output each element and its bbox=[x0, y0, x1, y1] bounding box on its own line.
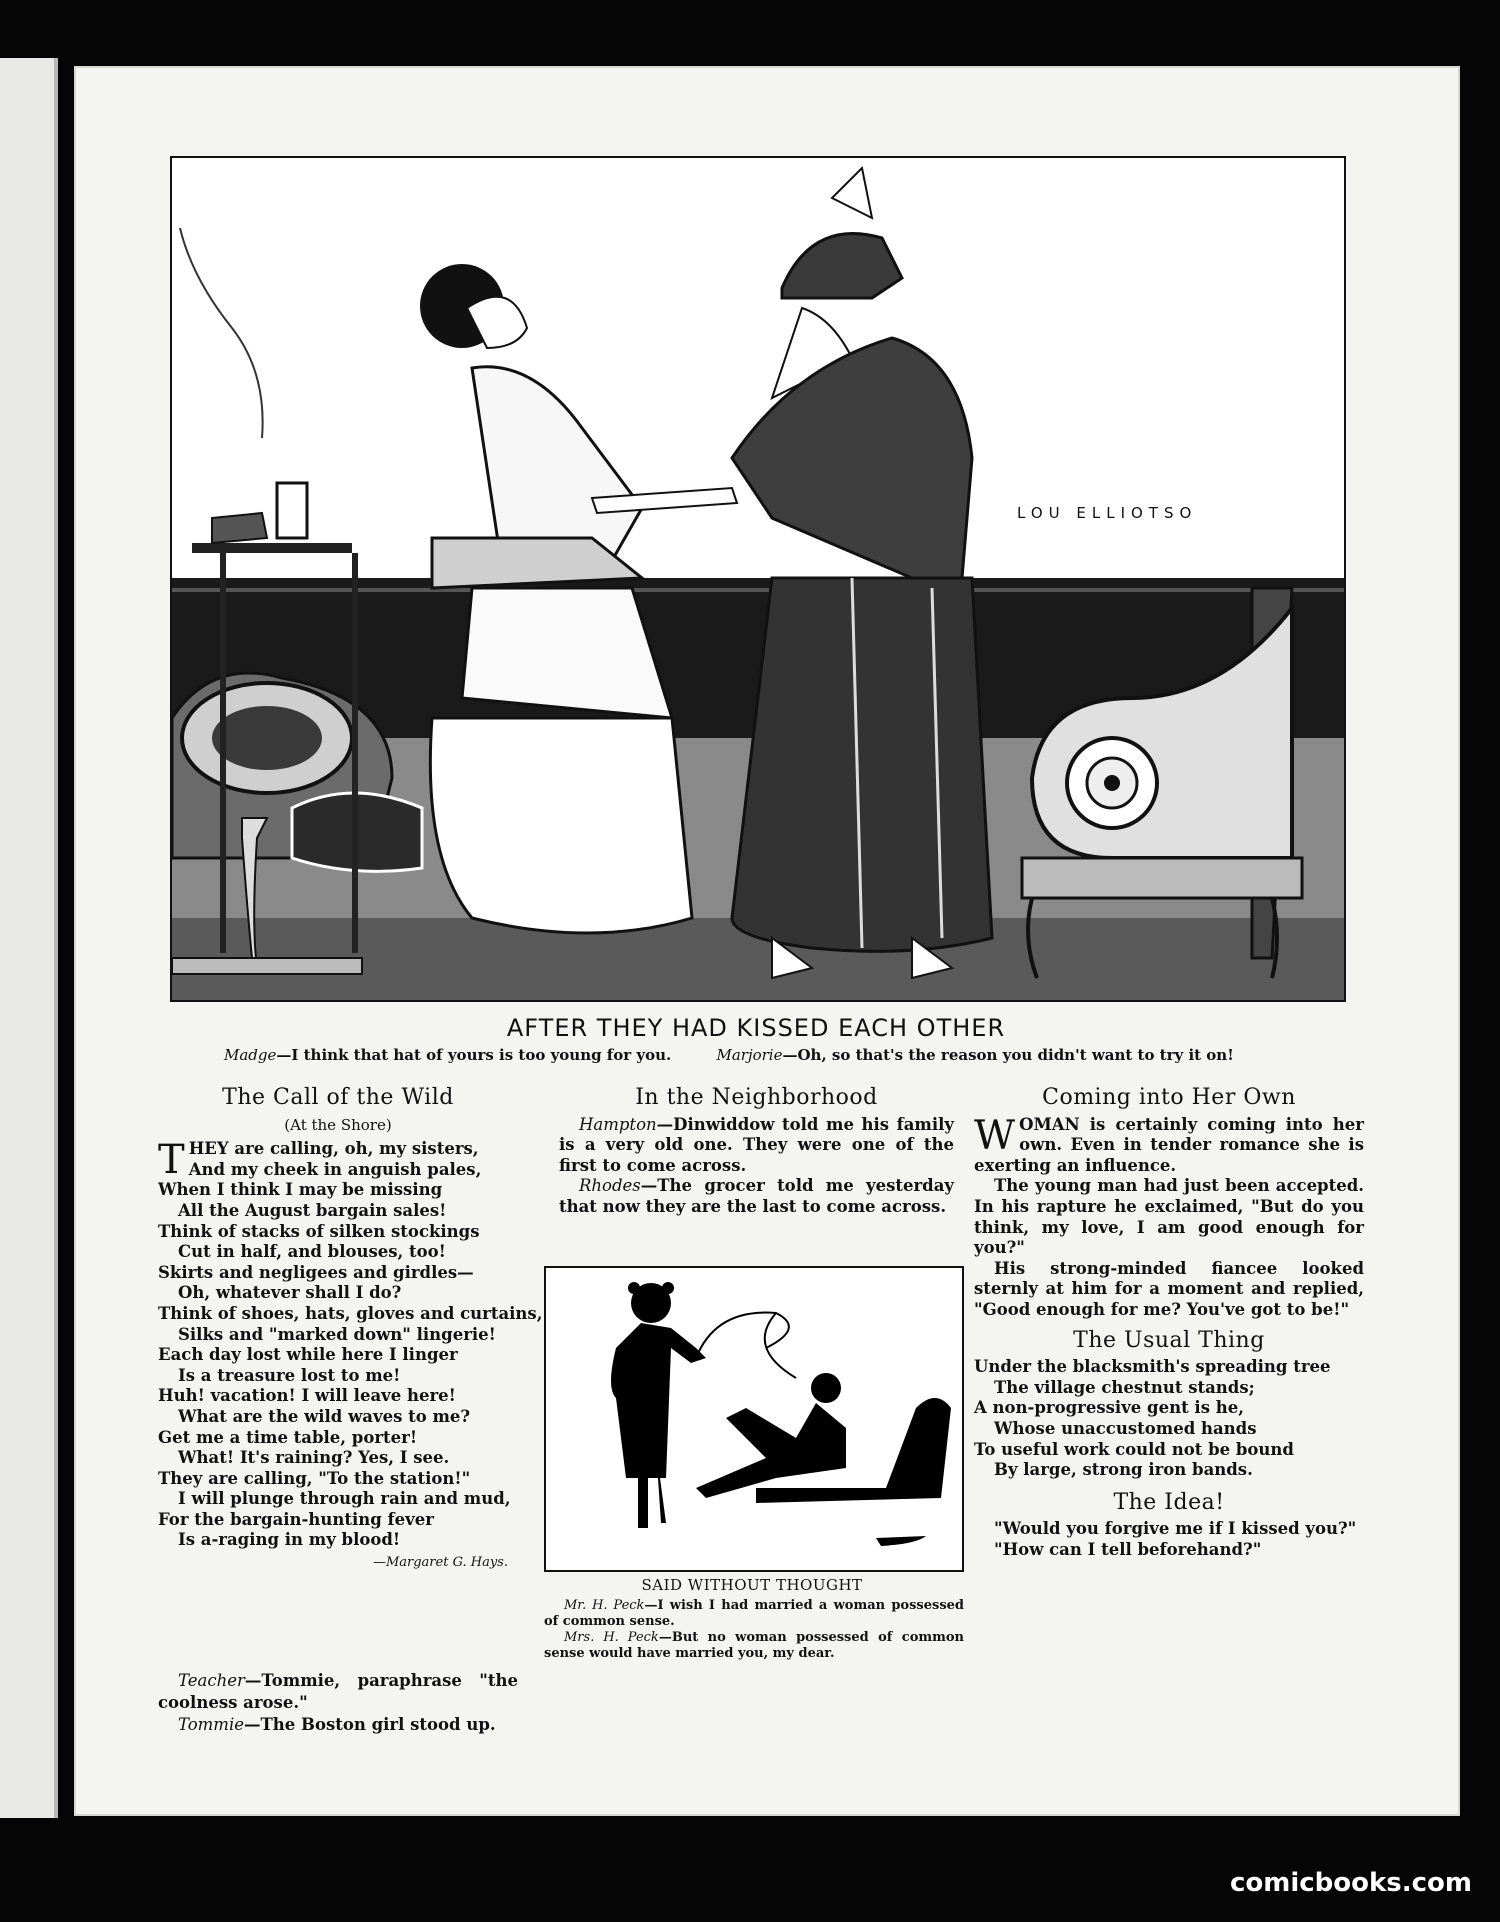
heading-call-of-the-wild: The Call of the Wild bbox=[222, 1085, 454, 1110]
heading-the-usual-thing: The Usual Thing bbox=[1073, 1327, 1265, 1353]
speaker-mr-peck: Mr. H. Peck bbox=[564, 1598, 645, 1613]
speaker-marjorie: Marjorie bbox=[716, 1046, 783, 1064]
poem-line: To useful work could not be bound bbox=[974, 1439, 1294, 1459]
idea-question: "Would you forgive me if I kissed you?" bbox=[994, 1519, 1357, 1539]
artist-signature: LOU ELLIOTSO bbox=[1017, 504, 1198, 522]
woman-paragraph: OMAN is certainly coming into her own. Even in tender romance she is exerting an influence. bbox=[974, 1114, 1364, 1175]
poem-line: Is a treasure lost to me! bbox=[178, 1365, 401, 1385]
poem-usual-thing bbox=[974, 1357, 1364, 1481]
poem-line: Huh! vacation! I will leave here! bbox=[158, 1386, 456, 1406]
idea-answer: "How can I tell beforehand?" bbox=[994, 1539, 1262, 1559]
poem-call-of-the-wild bbox=[158, 1137, 543, 1551]
hampton-line: —Dinwiddow told me his family is a very old one. They were one of the first to come across. bbox=[559, 1114, 954, 1175]
drop-cap-w: W bbox=[974, 1112, 1016, 1159]
poem-line: Each day lost while here I linger bbox=[158, 1345, 458, 1365]
subheading-at-the-shore: (At the Shore) bbox=[284, 1115, 392, 1134]
young-man-paragraph: The young man had just been accepted. In his rapture he exclaimed, "But do you think, my love, I am good enough for you?" bbox=[974, 1176, 1364, 1258]
poem-line: Whose unaccustomed hands bbox=[994, 1418, 1257, 1438]
column-coming-into-her-own bbox=[974, 1085, 1364, 1560]
fiancee-paragraph: His strong-minded fiancee looked sternly at him for a moment and replied, "Good enough for me? You've got to be!" bbox=[974, 1258, 1364, 1319]
poem-line: Think of shoes, hats, gloves and curtains, bbox=[158, 1303, 543, 1323]
poem-line: What are the wild waves to me? bbox=[178, 1406, 471, 1426]
poem-line: I will plunge through rain and mud, bbox=[178, 1489, 511, 1509]
speaker-rhodes: Rhodes bbox=[579, 1176, 641, 1196]
two-women-drawing bbox=[172, 158, 1344, 1000]
book-spine bbox=[54, 58, 58, 1818]
speaker-hampton: Hampton bbox=[579, 1114, 657, 1134]
poem-line: And my cheek in anguish pales, bbox=[188, 1159, 482, 1179]
poem-signature: —Margaret G. Hays. bbox=[372, 1555, 508, 1571]
silhouette-couple-drawing bbox=[546, 1268, 962, 1570]
teacher-line: —Tommie, paraphrase "the coolness arose." bbox=[158, 1671, 518, 1712]
drop-cap: T bbox=[158, 1137, 185, 1184]
facing-page-edge bbox=[0, 58, 58, 1818]
poem-line: What! It's raining? Yes, I see. bbox=[178, 1448, 450, 1468]
poem-line: Cut in half, and blouses, too! bbox=[178, 1242, 446, 1262]
heading-coming-into-her-own: Coming into Her Own bbox=[1042, 1085, 1296, 1110]
silhouette-illustration bbox=[544, 1266, 964, 1572]
poem-line: Silks and "marked down" lingerie! bbox=[178, 1324, 496, 1344]
poem-line: When I think I may be missing bbox=[158, 1180, 443, 1200]
speaker-teacher: Teacher bbox=[178, 1671, 245, 1690]
silhouette-dialog bbox=[544, 1598, 964, 1662]
column-neighborhood bbox=[559, 1085, 954, 1218]
poem-line: They are calling, "To the station!" bbox=[158, 1468, 471, 1488]
madge-line: I think that hat of yours is too young for you. bbox=[291, 1046, 672, 1064]
poem-line: Oh, whatever shall I do? bbox=[178, 1283, 402, 1303]
speaker-tommie: Tommie bbox=[178, 1715, 244, 1734]
mr-peck-line: —I wish I had married a woman possessed of common sense. bbox=[544, 1598, 964, 1629]
tommie-line: —The Boston girl stood up. bbox=[244, 1715, 496, 1734]
poem-line: The village chestnut stands; bbox=[994, 1377, 1255, 1397]
poem-line: By large, strong iron bands. bbox=[994, 1460, 1253, 1480]
poem-line: Skirts and negligees and girdles— bbox=[158, 1262, 474, 1282]
heading-the-idea: The Idea! bbox=[1113, 1489, 1225, 1515]
marjorie-line: Oh, so that's the reason you didn't want to try it on! bbox=[797, 1046, 1234, 1064]
cartoon-title: AFTER THEY HAD KISSED EACH OTHER bbox=[506, 1014, 1006, 1042]
mrs-peck-line: —But no woman possessed of common sense would have married you, my dear. bbox=[544, 1630, 965, 1661]
speaker-mrs-peck: Mrs. H. Peck bbox=[564, 1630, 659, 1645]
speaker-madge: Madge bbox=[224, 1046, 277, 1064]
poem-line: A non-progressive gent is he, bbox=[974, 1398, 1244, 1418]
cartoon-dialog: Madge—I think that hat of yours is too young for you. Marjorie—Oh, so that's the reason you didn't want to try it on! bbox=[224, 1046, 1234, 1064]
poem-line: HEY are calling, oh, my sisters, bbox=[188, 1139, 479, 1159]
poem-line: Is a-raging in my blood! bbox=[178, 1530, 401, 1550]
cartoon-illustration bbox=[170, 156, 1346, 1002]
joke-teacher-tommie bbox=[158, 1670, 518, 1736]
heading-in-the-neighborhood: In the Neighborhood bbox=[635, 1085, 878, 1110]
site-watermark: comicbooks.com bbox=[1229, 1868, 1472, 1898]
magazine-page bbox=[74, 66, 1460, 1816]
rhodes-line: —The grocer told me yesterday that now they are the last to come across. bbox=[559, 1176, 954, 1216]
poem-line: For the bargain-hunting fever bbox=[158, 1509, 434, 1529]
poem-line: Think of stacks of silken stockings bbox=[158, 1221, 480, 1241]
poem-line: All the August bargain sales! bbox=[178, 1200, 447, 1220]
column-call-of-the-wild bbox=[158, 1085, 543, 1574]
silhouette-title: SAID WITHOUT THOUGHT bbox=[641, 1576, 863, 1594]
poem-line: Under the blacksmith's spreading tree bbox=[974, 1357, 1331, 1377]
poem-line: Get me a time table, porter! bbox=[158, 1427, 418, 1447]
